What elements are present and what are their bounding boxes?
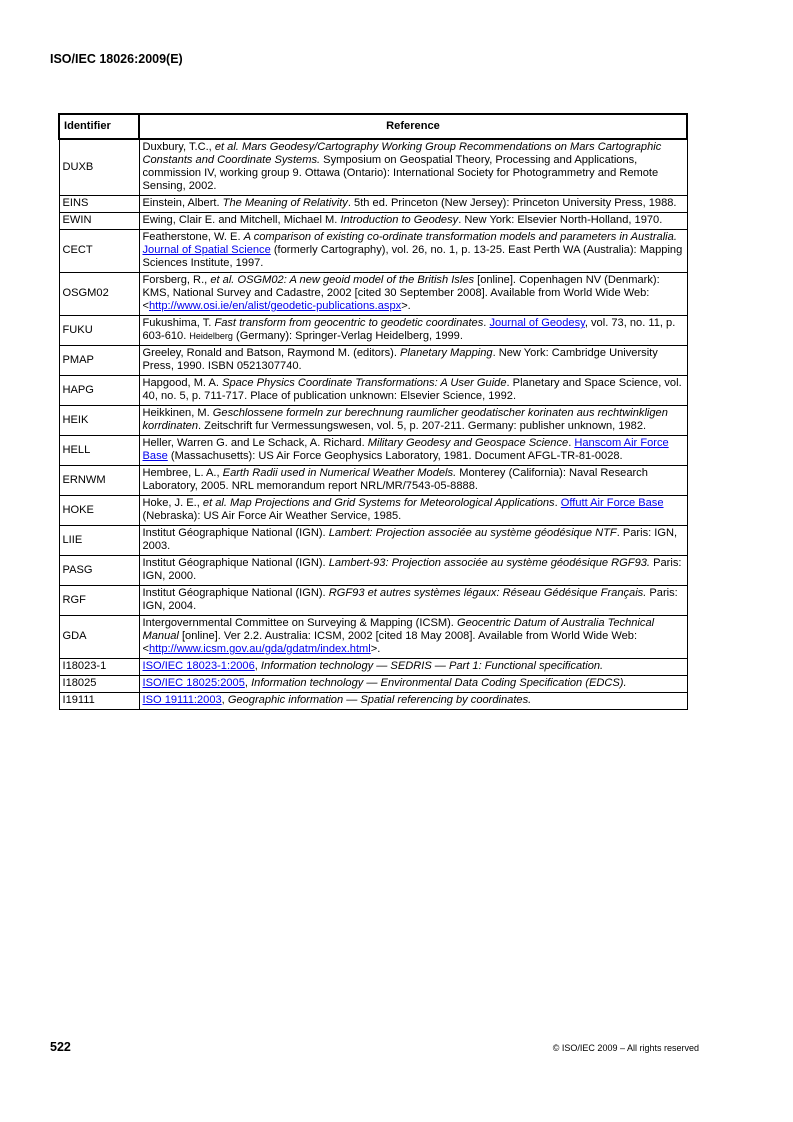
reference-identifier: HEIK [59, 406, 139, 436]
reference-text: (Massachusetts): US Air Force Geophysics Laboratory, 1981. Document AFGL-TR-81-0028. [167, 450, 623, 462]
reference-text: Duxbury, T.C., [142, 141, 215, 153]
reference-text: , vol. 73, no. 11, p. 603-610. [142, 317, 676, 342]
reference-identifier: HOKE [59, 496, 139, 526]
table-row [59, 139, 687, 196]
table-row [59, 376, 687, 406]
reference-title: Fast transform from geocentric to geodetic coordinates [214, 317, 484, 329]
reference-text: Paris: IGN, 2000. [142, 557, 682, 582]
table-row [59, 693, 687, 710]
reference-citation [139, 376, 687, 406]
reference-text: Paris: IGN, 2004. [142, 587, 678, 612]
table-row [59, 676, 687, 693]
reference-text: . [483, 317, 490, 329]
reference-title: Information technology — Environmental Data Coding Specification (EDCS). [251, 677, 627, 689]
reference-title: Earth Radii used in Numerical Weather Models. [222, 467, 457, 479]
reference-citation [139, 230, 687, 273]
reference-citation [139, 616, 687, 659]
reference-identifier: HELL [59, 436, 139, 466]
reference-text: . Zeitschrift fur Vermessungswesen, vol. 5, p. 207-211. Germany: publisher unknown, 1982. [198, 420, 647, 432]
reference-identifier: RGF [59, 586, 139, 616]
reference-citation [139, 586, 687, 616]
reference-text: Greeley, Ronald and Batson, Raymond M. (editors). [142, 347, 401, 359]
reference-citation [139, 213, 687, 230]
reference-identifier: OSGM02 [59, 273, 139, 316]
reference-title: Planetary Mapping [400, 347, 493, 359]
reference-text: Institut Géographique National (IGN). [142, 587, 329, 599]
reference-text: (formerly Cartography), vol. 26, no. 1, p. 13-25. East Perth WA (Australia): Mapping Sciences Institute, 1997. [142, 244, 683, 269]
reference-text: Heikkinen, M. [142, 407, 213, 419]
reference-small-text: Heidelberg [189, 331, 233, 341]
table-row [59, 556, 687, 586]
reference-text: [online]. Copenhagen NV (Denmark): KMS, National Survey and Cadastre, 2002 [cited 30 September 2008]. Available from World Wide Web: < [142, 274, 660, 312]
reference-link[interactable]: http://www.osi.ie/en/alist/geodetic-publications.aspx [148, 300, 402, 312]
reference-identifier: HAPG [59, 376, 139, 406]
reference-citation [139, 273, 687, 316]
table-row [59, 436, 687, 466]
reference-identifier: EINS [59, 196, 139, 213]
table-row [59, 526, 687, 556]
reference-link[interactable]: ISO/IEC 18025:2005 [142, 677, 245, 689]
reference-title: et al. Mars Geodesy/Cartography Working Group Recommendations on Mars Cartographic Constants and Coordinate Systems. [142, 141, 662, 166]
reference-text: Forsberg, R., [142, 274, 211, 286]
table-row [59, 659, 687, 676]
reference-text: Institut Géographique National (IGN). [142, 527, 329, 539]
reference-title: et al. OSGM02: A new geoid model of the British Isles [210, 274, 475, 286]
reference-identifier: I18025 [59, 676, 139, 693]
reference-text: Featherstone, W. E. [142, 231, 244, 243]
reference-citation [139, 526, 687, 556]
reference-text: Heller, Warren G. and Le Schack, A. Richard. [142, 437, 368, 449]
reference-identifier: LIIE [59, 526, 139, 556]
reference-text: Institut Géographique National (IGN). [142, 557, 329, 569]
reference-text: (Nebraska): US Air Force Air Weather Service, 1985. [142, 510, 402, 522]
reference-text: [online]. Ver 2.2. Australia: ICSM, 2002 [cited 18 May 2008]. Available from World Wide Web: < [142, 630, 638, 655]
table-row [59, 466, 687, 496]
reference-identifier: I19111 [59, 693, 139, 710]
reference-citation [139, 466, 687, 496]
reference-title: Geschlossene formeln zur berechnung raumlicher geodatischer korinaten aus rechtwinkligen korrdinaten [142, 407, 668, 432]
reference-citation [139, 139, 687, 196]
reference-title: Introduction to Geodesy [340, 214, 459, 226]
reference-identifier: I18023-1 [59, 659, 139, 676]
reference-text: . Paris: IGN, 2003. [142, 527, 678, 552]
table-row [59, 346, 687, 376]
reference-text: >. [401, 300, 411, 312]
reference-text: Symposium on Geospatial Theory, Processing and Applications, commission IV, working group 9. Ottawa (Ontario): International Society for Photogrammetry and Remote Sensing, 2002. [142, 154, 659, 192]
reference-title: Information technology — SEDRIS — Part 1: Functional specification. [260, 660, 604, 672]
references-table [58, 113, 688, 710]
table-row [59, 316, 687, 346]
reference-link[interactable]: ISO 19111:2003 [142, 694, 222, 706]
reference-link[interactable]: http://www.icsm.gov.au/gda/gdatm/index.html [148, 643, 371, 655]
reference-title: et al. Map Projections and Grid Systems for Meteorological Applications [202, 497, 555, 509]
reference-identifier: CECT [59, 230, 139, 273]
reference-text: Einstein, Albert. [142, 197, 223, 209]
reference-title: The Meaning of Relativity [222, 197, 348, 209]
reference-link[interactable]: Journal of Spatial Science [142, 244, 271, 256]
reference-title: RGF93 et autres systèmes légaux: Réseau Gédésique Français. [328, 587, 647, 599]
copyright-notice: © ISO/IEC 2009 – All rights reserved [552, 1043, 699, 1053]
page-number: 522 [50, 1040, 71, 1054]
references-table-body [59, 139, 687, 710]
reference-title: Military Geodesy and Geospace Science [367, 437, 569, 449]
reference-link[interactable]: Offutt Air Force Base [560, 497, 664, 509]
reference-citation [139, 196, 687, 213]
reference-text: . 5th ed. Princeton (New Jersey): Princeton University Press, 1988. [347, 197, 677, 209]
reference-citation [139, 556, 687, 586]
reference-text: Hoke, J. E., [142, 497, 203, 509]
reference-title: Geographic information — Spatial referencing by coordinates. [227, 694, 532, 706]
reference-link[interactable]: Journal of Geodesy [489, 317, 585, 329]
reference-link[interactable]: ISO/IEC 18023-1:2006 [142, 660, 255, 672]
reference-link[interactable]: Hanscom Air Force Base [142, 437, 669, 462]
reference-title: Space Physics Coordinate Transformations: A User Guide [222, 377, 507, 389]
table-header-row [59, 114, 687, 139]
reference-text: . New York: Elsevier North-Holland, 1970. [458, 214, 663, 226]
reference-identifier: ERNWM [59, 466, 139, 496]
reference-identifier: FUKU [59, 316, 139, 346]
reference-citation [139, 316, 687, 346]
reference-citation [139, 496, 687, 526]
reference-text: , [254, 660, 261, 672]
document-header: ISO/IEC 18026:2009(E) [50, 52, 183, 66]
reference-text: . Planetary and Space Science, vol. 40, no. 5, p. 711-717. Place of publication unknown: Elsevier Science, 1992. [142, 377, 682, 402]
reference-identifier: GDA [59, 616, 139, 659]
reference-text: , [221, 694, 228, 706]
table-row [59, 496, 687, 526]
reference-text: Ewing, Clair E. and Mitchell, Michael M. [142, 214, 341, 226]
reference-text: , [244, 677, 252, 689]
reference-citation [139, 659, 687, 676]
reference-text: (Germany): Springer-Verlag Heidelberg, 1999. [232, 330, 463, 342]
reference-identifier: PMAP [59, 346, 139, 376]
table-row [59, 406, 687, 436]
reference-citation [139, 693, 687, 710]
reference-text: Monterey (California): Naval Research Laboratory, 2005. NRL memorandum report NRL/MR/7543-05-8888. [142, 467, 648, 492]
reference-citation [139, 676, 687, 693]
reference-title: Geocentric Datum of Australia Technical Manual [142, 617, 655, 642]
table-row [59, 196, 687, 213]
reference-identifier: PASG [59, 556, 139, 586]
reference-text: Hapgood, M. A. [142, 377, 223, 389]
reference-title: Lambert: Projection associée au système géodésique NTF [328, 527, 617, 539]
reference-citation [139, 436, 687, 466]
table-row [59, 273, 687, 316]
reference-identifier: DUXB [59, 139, 139, 196]
reference-citation [139, 346, 687, 376]
reference-text: . [568, 437, 575, 449]
identifier-column-header: Identifier [59, 114, 139, 139]
table-row [59, 586, 687, 616]
reference-text: Hembree, L. A., [142, 467, 223, 479]
reference-citation [139, 406, 687, 436]
reference-text: Intergovernmental Committee on Surveying & Mapping (ICSM). [142, 617, 457, 629]
reference-text: . [554, 497, 561, 509]
reference-column-header: Reference [139, 114, 687, 139]
reference-text: >. [370, 643, 381, 655]
reference-identifier: EWIN [59, 213, 139, 230]
reference-text: Fukushima, T. [142, 317, 215, 329]
table-row [59, 616, 687, 659]
reference-title: A comparison of existing co-ordinate transformation models and parameters in Australia. [243, 231, 677, 243]
table-row [59, 230, 687, 273]
reference-title: Lambert-93: Projection associée au système géodésique RGF93. [328, 557, 651, 569]
table-row [59, 213, 687, 230]
reference-text: . New York: Cambridge University Press, 1990. ISBN 0521307740. [142, 347, 658, 372]
